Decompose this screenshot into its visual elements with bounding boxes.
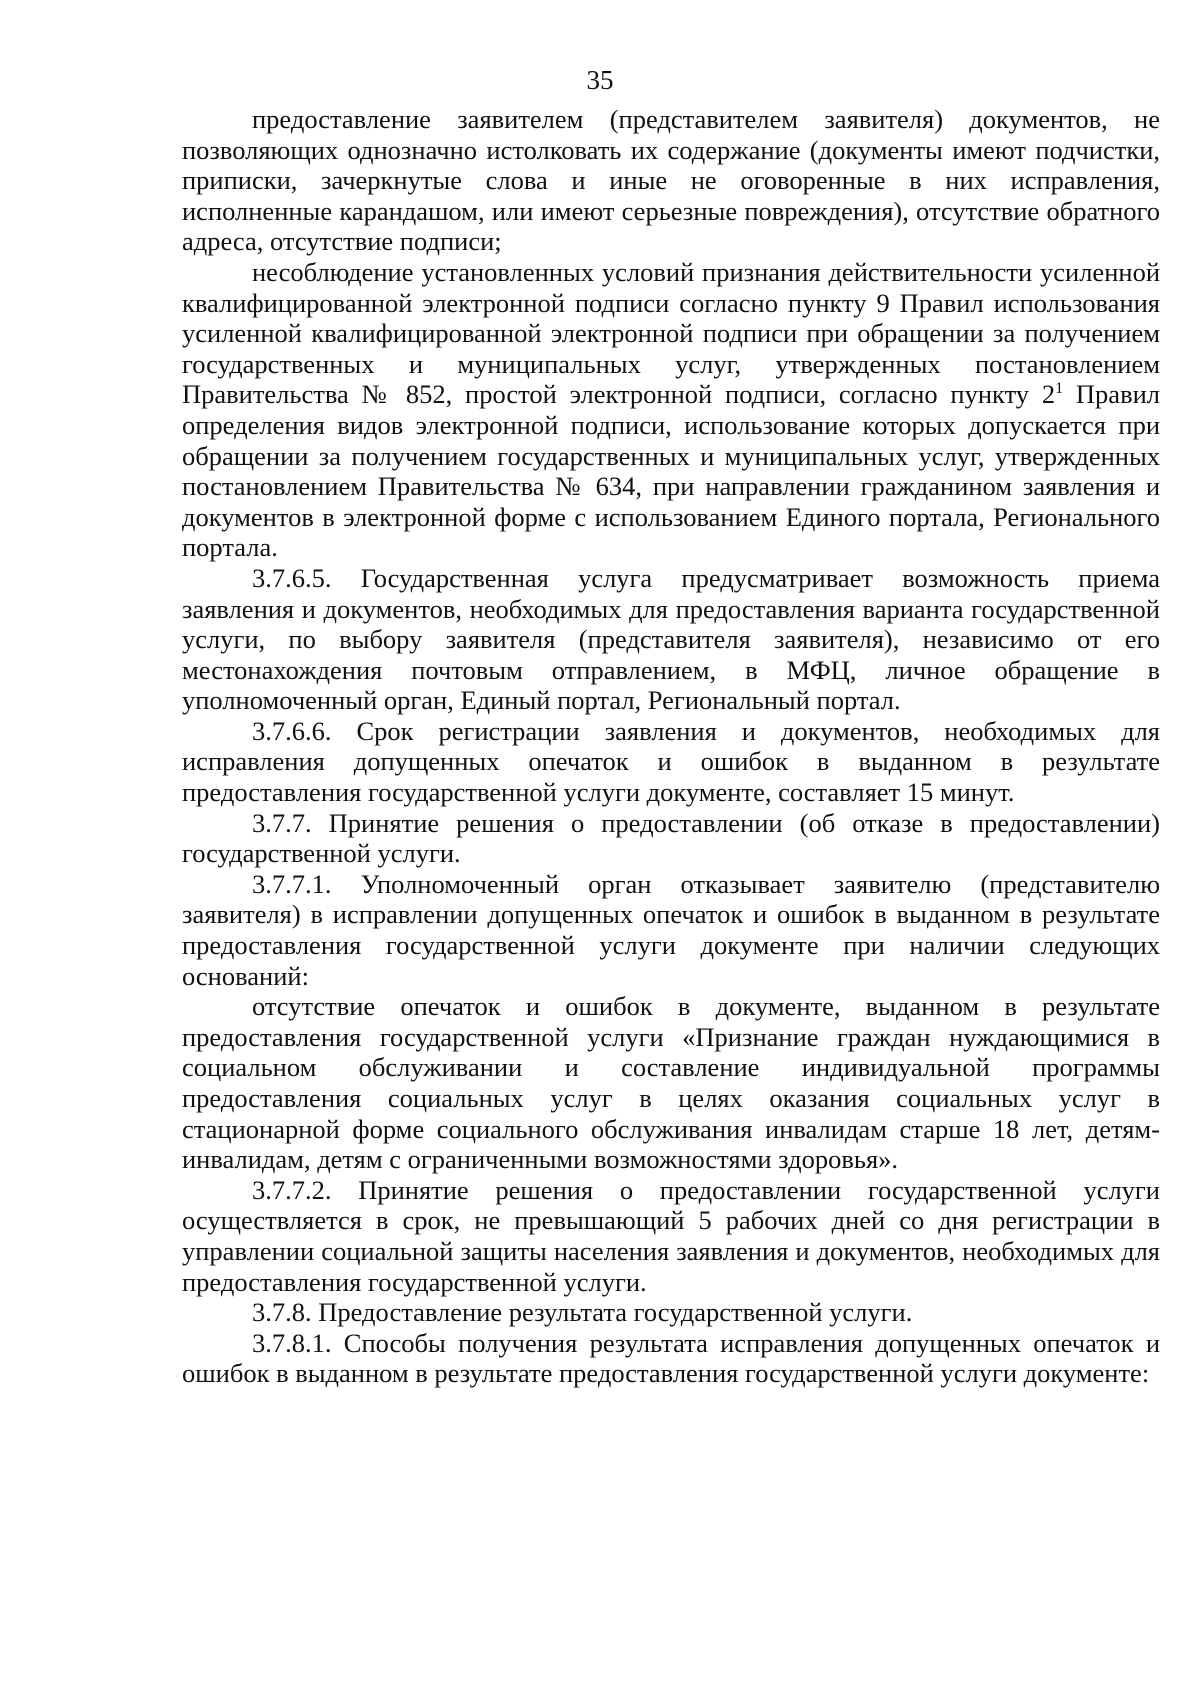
paragraph-document-defects: предоставление заявителем (представителем заявителя) документов, не позволяющих однозначно истолковать их содержание (документы имеют подчистки, приписки, зачеркнутые слова и иные не оговоренные в них исправления, исполненные карандашом, или имеют серьезные повреждения), отсутствие обратного адреса, отсутствие подписи; (182, 104, 1160, 257)
paragraph-no-errors: отсутствие опечаток и ошибок в документе, выданном в результате предоставления государственной услуги «Признание граждан нуждающимися в социальном обслуживании и составление индивидуальной программы предоставления социальных услуг в целях оказания социальных услуг в стационарной форме социального обслуживания инвалидам старше 18 лет, детям-инвалидам, детям с ограниченными возможностями здоровья». (182, 991, 1160, 1175)
document-body (182, 104, 1160, 1389)
paragraph-3-7-8-1: 3.7.8.1. Способы получения результата исправления допущенных опечаток и ошибок в выданном в результате предоставления государственной услуги документе: (182, 1327, 1160, 1389)
paragraph-3-7-8: 3.7.8. Предоставление результата государственной услуги. (252, 1297, 913, 1328)
paragraph-3-7-7: 3.7.7. Принятие решения о предоставлении (об отказе в предоставлении) государственной услуги. (182, 807, 1160, 869)
paragraph-3-7-6-6: 3.7.6.6. Срок регистрации заявления и документов, необходимых для исправления допущенных опечаток и ошибок в выданном в результате предоставления государственной услуги документе, составляет 15 минут. (182, 715, 1160, 808)
paragraph-3-7-6-5: 3.7.6.5. Государственная услуга предусматривает возможность приема заявления и документов, необходимых для предоставления варианта государственной услуги, по выбору заявителя (представителя заявителя), независимо от его местонахождения почтовым отправлением, в МФЦ, личное обращение в уполномоченный орган, Единый портал, Региональный портал. (182, 562, 1160, 716)
paragraph-electronic-signature (182, 257, 1160, 563)
footnote-superscript: 1 (1055, 380, 1064, 398)
page-number: 35 (586, 65, 614, 95)
paragraph-3-7-7-1: 3.7.7.1. Уполномоченный орган отказывает заявителю (представителю заявителя) в исправлении допущенных опечаток и ошибок в выданном в результате предоставления государственной услуги документе при наличии следующих оснований: (182, 868, 1160, 991)
signature-text-part2: Правил определения видов электронной подписи, использование которых допускается при обращении за получением государственных и муниципальных услуг, утвержденных постановлением Правительства № 634, при направлении гражданином заявления и документов в электронной форме с использованием Единого портала, Регионального портала. (182, 379, 1160, 563)
signature-text-part1: несоблюдение установленных условий признания действительности усиленной квалифицированной электронной подписи согласно пункту 9 Правил использования усиленной квалифицированной электронной подписи при обращении за получением государственных и муниципальных услуг, утвержденных постановлением Правительства № 852, простой электронной подписи, согласно пункту 2 (182, 256, 1160, 410)
paragraph-3-7-7-2: 3.7.7.2. Принятие решения о предоставлении государственной услуги осуществляется в срок, не превышающий 5 рабочих дней со дня регистрации в управлении социальной защиты населения заявления и документов, необходимых для предоставления государственной услуги. (182, 1174, 1160, 1297)
